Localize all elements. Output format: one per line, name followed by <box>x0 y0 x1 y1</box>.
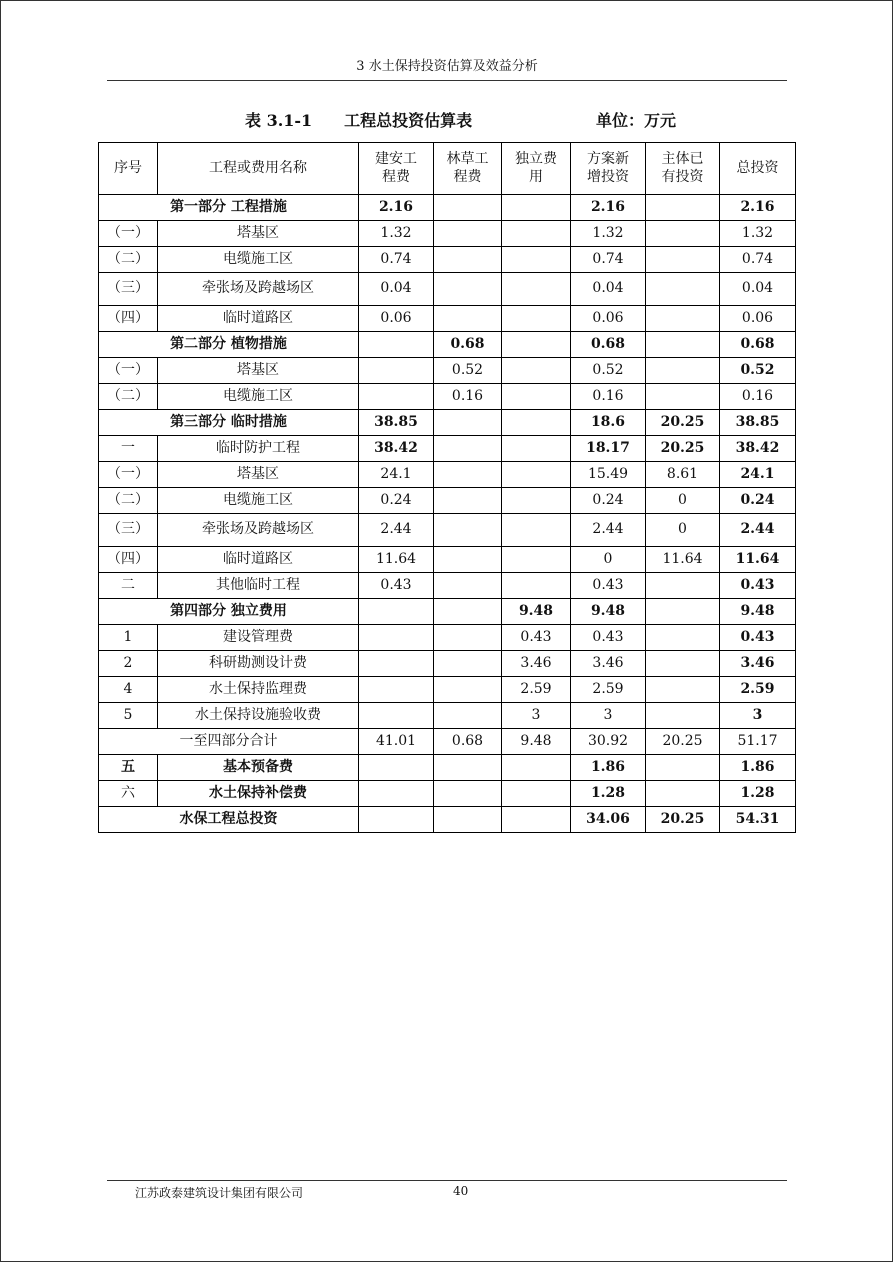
cell-item-no: （三） <box>99 514 158 547</box>
cell-item-no: 4 <box>99 677 158 703</box>
table-row <box>99 755 796 781</box>
cell-independent-cost <box>502 514 571 547</box>
cell-new-investment: 0.68 <box>571 332 646 358</box>
cell-vegetation-cost <box>434 273 502 306</box>
cell-construction-cost <box>359 599 434 625</box>
cell-existing-investment <box>646 195 720 221</box>
cell-new-investment: 0.74 <box>571 247 646 273</box>
header-rule <box>107 80 787 81</box>
cell-total-investment: 2.59 <box>720 677 796 703</box>
cell-total-investment: 3 <box>720 703 796 729</box>
cell-vegetation-cost <box>434 625 502 651</box>
cell-new-investment: 18.17 <box>571 436 646 462</box>
table-section-row <box>99 195 796 221</box>
cell-new-investment: 0.06 <box>571 306 646 332</box>
cell-vegetation-cost: 0.68 <box>434 332 502 358</box>
cell-independent-cost <box>502 384 571 410</box>
cell-independent-cost <box>502 547 571 573</box>
cell-item-name: 一至四部分合计 <box>99 729 359 755</box>
cell-item-name: 水保工程总投资 <box>99 807 359 833</box>
cell-vegetation-cost <box>434 514 502 547</box>
cell-item-no: 2 <box>99 651 158 677</box>
cell-new-investment: 1.28 <box>571 781 646 807</box>
chapter-header: 3 水土保持投资估算及效益分析 <box>356 59 538 74</box>
cell-new-investment: 3 <box>571 703 646 729</box>
cell-total-investment: 2.16 <box>720 195 796 221</box>
cell-construction-cost <box>359 384 434 410</box>
cell-existing-investment: 11.64 <box>646 547 720 573</box>
cell-item-name: 电缆施工区 <box>158 384 359 410</box>
cell-construction-cost: 0.74 <box>359 247 434 273</box>
cell-total-investment: 0.06 <box>720 306 796 332</box>
cell-existing-investment: 20.25 <box>646 729 720 755</box>
cell-new-investment: 0.43 <box>571 625 646 651</box>
cell-total-investment: 0.24 <box>720 488 796 514</box>
cell-item-name: 电缆施工区 <box>158 488 359 514</box>
cell-independent-cost <box>502 247 571 273</box>
cell-independent-cost: 3 <box>502 703 571 729</box>
table-section-row <box>99 410 796 436</box>
cell-independent-cost <box>502 488 571 514</box>
cell-construction-cost: 38.42 <box>359 436 434 462</box>
cell-total-investment: 1.28 <box>720 781 796 807</box>
cell-vegetation-cost <box>434 306 502 332</box>
cell-existing-investment <box>646 384 720 410</box>
cell-new-investment: 9.48 <box>571 599 646 625</box>
cell-independent-cost <box>502 755 571 781</box>
cell-existing-investment <box>646 358 720 384</box>
cell-existing-investment <box>646 306 720 332</box>
cell-item-name: 第一部分 工程措施 <box>99 195 359 221</box>
cell-independent-cost <box>502 195 571 221</box>
table-section-row <box>99 807 796 833</box>
cell-vegetation-cost <box>434 462 502 488</box>
cell-new-investment: 18.6 <box>571 410 646 436</box>
cell-existing-investment: 20.25 <box>646 807 720 833</box>
cell-total-investment: 0.16 <box>720 384 796 410</box>
cell-total-investment: 38.85 <box>720 410 796 436</box>
cell-existing-investment: 0 <box>646 488 720 514</box>
cell-item-name: 第三部分 临时措施 <box>99 410 359 436</box>
cell-construction-cost <box>359 807 434 833</box>
cell-existing-investment <box>646 273 720 306</box>
col-header-no: 序号 <box>99 143 158 195</box>
table-row <box>99 221 796 247</box>
table-row <box>99 436 796 462</box>
cell-independent-cost <box>502 410 571 436</box>
cell-item-no: 1 <box>99 625 158 651</box>
col-header-independent: 独立费 用 <box>502 143 571 195</box>
table-row <box>99 384 796 410</box>
cell-existing-investment <box>646 221 720 247</box>
cell-total-investment: 9.48 <box>720 599 796 625</box>
table-row <box>99 462 796 488</box>
cell-independent-cost: 0.43 <box>502 625 571 651</box>
cell-total-investment: 51.17 <box>720 729 796 755</box>
table-row <box>99 306 796 332</box>
cell-item-name: 建设管理费 <box>158 625 359 651</box>
table-row <box>99 703 796 729</box>
cell-independent-cost <box>502 436 571 462</box>
cell-existing-investment <box>646 781 720 807</box>
cell-item-no: （一） <box>99 358 158 384</box>
cell-new-investment: 2.59 <box>571 677 646 703</box>
cell-item-name: 水土保持设施验收费 <box>158 703 359 729</box>
cell-item-no: （四） <box>99 547 158 573</box>
cell-total-investment: 0.74 <box>720 247 796 273</box>
cell-existing-investment <box>646 247 720 273</box>
cell-construction-cost <box>359 781 434 807</box>
col-header-construction: 建安工 程费 <box>359 143 434 195</box>
table-row <box>99 781 796 807</box>
cell-existing-investment: 0 <box>646 514 720 547</box>
cell-item-name: 电缆施工区 <box>158 247 359 273</box>
cell-vegetation-cost <box>434 195 502 221</box>
cell-construction-cost: 0.06 <box>359 306 434 332</box>
cell-construction-cost: 24.1 <box>359 462 434 488</box>
cell-item-name: 临时防护工程 <box>158 436 359 462</box>
cell-item-no: （二） <box>99 384 158 410</box>
cell-existing-investment <box>646 651 720 677</box>
cell-vegetation-cost <box>434 755 502 781</box>
cell-item-name: 临时道路区 <box>158 306 359 332</box>
cell-total-investment: 2.44 <box>720 514 796 547</box>
table-section-row <box>99 729 796 755</box>
cell-item-no: 一 <box>99 436 158 462</box>
table-row <box>99 547 796 573</box>
cell-item-name: 基本预备费 <box>158 755 359 781</box>
cell-item-no: 六 <box>99 781 158 807</box>
cell-vegetation-cost <box>434 247 502 273</box>
cell-item-name: 牵张场及跨越场区 <box>158 514 359 547</box>
cell-total-investment: 0.68 <box>720 332 796 358</box>
table-row <box>99 514 796 547</box>
table-row <box>99 625 796 651</box>
table-row <box>99 488 796 514</box>
cell-independent-cost: 9.48 <box>502 599 571 625</box>
table-section-row <box>99 332 796 358</box>
cell-vegetation-cost: 0.68 <box>434 729 502 755</box>
table-header-row <box>99 143 796 195</box>
cell-new-investment: 1.32 <box>571 221 646 247</box>
cell-new-investment: 0.52 <box>571 358 646 384</box>
cell-item-name: 科研勘测设计费 <box>158 651 359 677</box>
cell-vegetation-cost <box>434 221 502 247</box>
table-row <box>99 573 796 599</box>
cell-total-investment: 38.42 <box>720 436 796 462</box>
cell-vegetation-cost <box>434 410 502 436</box>
cell-existing-investment: 20.25 <box>646 410 720 436</box>
cell-existing-investment <box>646 573 720 599</box>
cell-vegetation-cost <box>434 651 502 677</box>
cell-independent-cost <box>502 306 571 332</box>
cell-item-name: 水土保持补偿费 <box>158 781 359 807</box>
cell-new-investment: 0.43 <box>571 573 646 599</box>
cell-construction-cost: 38.85 <box>359 410 434 436</box>
cell-existing-investment <box>646 703 720 729</box>
col-header-total: 总投资 <box>720 143 796 195</box>
cell-construction-cost <box>359 332 434 358</box>
cell-construction-cost: 0.43 <box>359 573 434 599</box>
cell-vegetation-cost <box>434 677 502 703</box>
cell-total-investment: 1.86 <box>720 755 796 781</box>
cell-new-investment: 0.16 <box>571 384 646 410</box>
cell-item-name: 塔基区 <box>158 221 359 247</box>
cell-construction-cost: 2.44 <box>359 514 434 547</box>
cell-existing-investment <box>646 755 720 781</box>
cell-item-name: 临时道路区 <box>158 547 359 573</box>
cell-total-investment: 11.64 <box>720 547 796 573</box>
cell-vegetation-cost <box>434 436 502 462</box>
cell-construction-cost: 11.64 <box>359 547 434 573</box>
cell-vegetation-cost <box>434 703 502 729</box>
cell-construction-cost: 41.01 <box>359 729 434 755</box>
cell-construction-cost <box>359 358 434 384</box>
cell-vegetation-cost: 0.16 <box>434 384 502 410</box>
cell-vegetation-cost <box>434 547 502 573</box>
cell-item-name: 牵张场及跨越场区 <box>158 273 359 306</box>
cell-construction-cost: 0.24 <box>359 488 434 514</box>
cell-independent-cost <box>502 462 571 488</box>
page-number: 40 <box>453 1184 469 1198</box>
cell-item-no: （二） <box>99 488 158 514</box>
cell-item-name: 第四部分 独立费用 <box>99 599 359 625</box>
cell-existing-investment <box>646 625 720 651</box>
cell-new-investment: 30.92 <box>571 729 646 755</box>
cell-item-no: 二 <box>99 573 158 599</box>
cell-vegetation-cost <box>434 488 502 514</box>
cell-total-investment: 0.04 <box>720 273 796 306</box>
cell-item-no: （一） <box>99 221 158 247</box>
cell-construction-cost <box>359 625 434 651</box>
col-header-existing-investment: 主体已 有投资 <box>646 143 720 195</box>
cell-total-investment: 0.43 <box>720 625 796 651</box>
cell-item-no: 5 <box>99 703 158 729</box>
investment-table <box>98 142 796 833</box>
cell-new-investment: 34.06 <box>571 807 646 833</box>
cell-independent-cost <box>502 273 571 306</box>
cell-total-investment: 0.52 <box>720 358 796 384</box>
cell-vegetation-cost <box>434 573 502 599</box>
cell-item-no: 五 <box>99 755 158 781</box>
cell-existing-investment <box>646 677 720 703</box>
cell-construction-cost <box>359 703 434 729</box>
cell-total-investment: 3.46 <box>720 651 796 677</box>
footer-company: 江苏政泰建筑设计集团有限公司 <box>135 1186 304 1200</box>
cell-independent-cost <box>502 781 571 807</box>
cell-item-name: 其他临时工程 <box>158 573 359 599</box>
cell-total-investment: 0.43 <box>720 573 796 599</box>
table-row <box>99 677 796 703</box>
table-row <box>99 358 796 384</box>
cell-new-investment: 0.04 <box>571 273 646 306</box>
cell-existing-investment <box>646 599 720 625</box>
cell-item-name: 水土保持监理费 <box>158 677 359 703</box>
cell-item-no: （一） <box>99 462 158 488</box>
cell-item-no: （三） <box>99 273 158 306</box>
cell-construction-cost <box>359 755 434 781</box>
cell-total-investment: 54.31 <box>720 807 796 833</box>
table-section-row <box>99 599 796 625</box>
cell-new-investment: 0.24 <box>571 488 646 514</box>
cell-existing-investment <box>646 332 720 358</box>
cell-independent-cost: 2.59 <box>502 677 571 703</box>
col-header-vegetation: 林草工 程费 <box>434 143 502 195</box>
table-title: 表 3.1-1 工程总投资估算表 <box>245 111 473 130</box>
col-header-new-investment: 方案新 增投资 <box>571 143 646 195</box>
table-row <box>99 273 796 306</box>
cell-construction-cost: 2.16 <box>359 195 434 221</box>
cell-item-name: 塔基区 <box>158 358 359 384</box>
cell-existing-investment: 8.61 <box>646 462 720 488</box>
cell-independent-cost: 9.48 <box>502 729 571 755</box>
cell-independent-cost <box>502 358 571 384</box>
cell-independent-cost <box>502 573 571 599</box>
col-header-name: 工程或费用名称 <box>158 143 359 195</box>
table-row <box>99 247 796 273</box>
cell-vegetation-cost <box>434 807 502 833</box>
cell-new-investment: 0 <box>571 547 646 573</box>
cell-total-investment: 24.1 <box>720 462 796 488</box>
cell-vegetation-cost: 0.52 <box>434 358 502 384</box>
cell-vegetation-cost <box>434 781 502 807</box>
cell-construction-cost <box>359 651 434 677</box>
cell-independent-cost <box>502 807 571 833</box>
cell-independent-cost: 3.46 <box>502 651 571 677</box>
table-body <box>99 195 796 833</box>
cell-independent-cost <box>502 221 571 247</box>
cell-vegetation-cost <box>434 599 502 625</box>
cell-item-no: （四） <box>99 306 158 332</box>
cell-item-no: （二） <box>99 247 158 273</box>
table-unit: 单位：万元 <box>596 111 677 130</box>
cell-independent-cost <box>502 332 571 358</box>
cell-existing-investment: 20.25 <box>646 436 720 462</box>
footer-rule <box>107 1180 787 1181</box>
cell-construction-cost: 1.32 <box>359 221 434 247</box>
table-row <box>99 651 796 677</box>
cell-total-investment: 1.32 <box>720 221 796 247</box>
cell-construction-cost <box>359 677 434 703</box>
cell-item-name: 第二部分 植物措施 <box>99 332 359 358</box>
cell-new-investment: 3.46 <box>571 651 646 677</box>
cell-new-investment: 2.16 <box>571 195 646 221</box>
cell-new-investment: 15.49 <box>571 462 646 488</box>
cell-new-investment: 1.86 <box>571 755 646 781</box>
cell-construction-cost: 0.04 <box>359 273 434 306</box>
cell-item-name: 塔基区 <box>158 462 359 488</box>
cell-new-investment: 2.44 <box>571 514 646 547</box>
